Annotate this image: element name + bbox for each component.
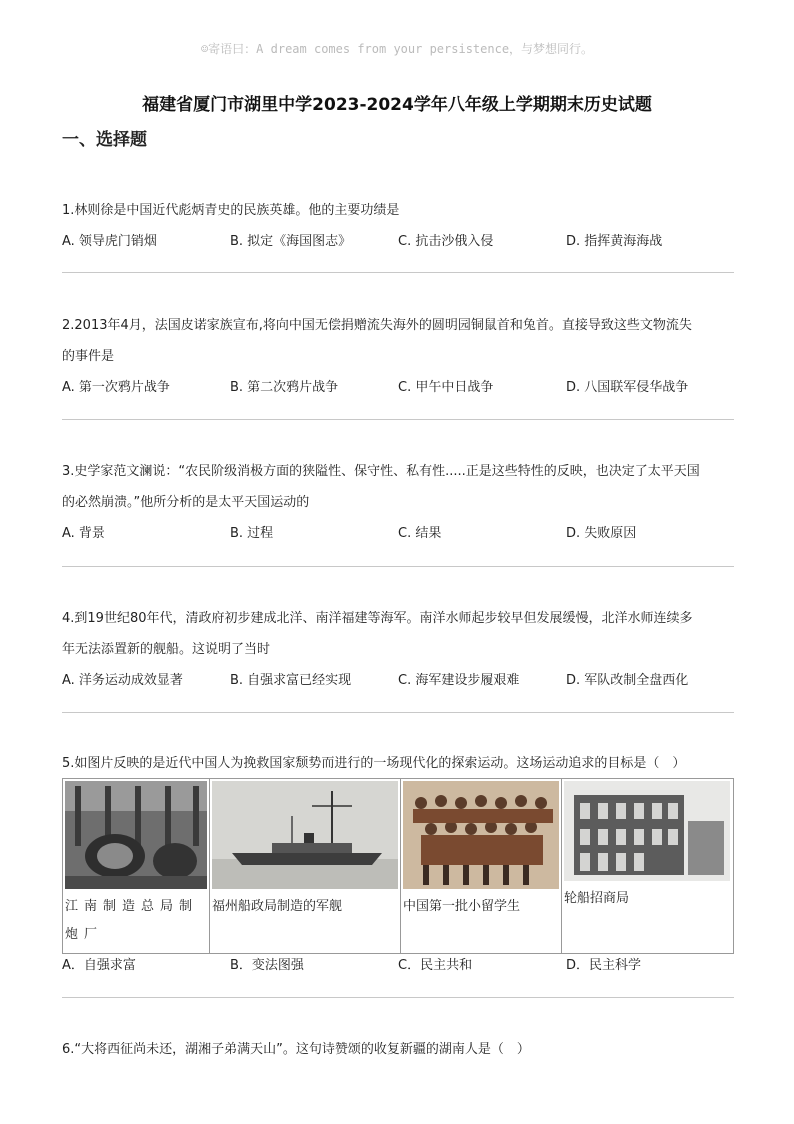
divider xyxy=(62,419,734,420)
option-a: A. 第一次鸦片战争 xyxy=(62,380,170,395)
option-b: B．变法图强 xyxy=(230,958,304,973)
divider xyxy=(62,272,734,273)
divider xyxy=(62,997,734,998)
question-text: 4.到19世纪80年代，清政府初步建成北洋、南洋福建等海军。南洋水师起步较早但发展缓慢，北洋水师连续多 xyxy=(62,611,693,626)
question-text: 年无法添置新的舰船。这说明了当时 xyxy=(62,642,271,657)
option-d: D. 失败原因 xyxy=(566,526,637,541)
option-c: C．民主共和 xyxy=(398,958,473,973)
question-4 xyxy=(62,603,734,696)
option-b: B. 第二次鸦片战争 xyxy=(230,380,339,395)
option-d: D. 军队改制全盘西化 xyxy=(566,673,689,688)
options xyxy=(62,950,734,981)
question-3 xyxy=(62,456,734,549)
page-title: 福建省厦门市湖里中学2023-2024学年八年级上学期期末历史试题 xyxy=(142,95,652,115)
question-text: 3.史学家范文澜说：“农民阶级消极方面的狭隘性、保守性、私有性.....正是这些特性的反映，也决定了太平天国 xyxy=(62,464,700,479)
section-heading: 一、选择题 xyxy=(62,130,147,150)
option-d: D．民主科学 xyxy=(566,958,642,973)
options xyxy=(62,372,734,403)
option-b: B. 拟定《海国图志》 xyxy=(230,234,352,249)
image-caption: 中国第一批小留学生 xyxy=(403,899,521,914)
option-b: B. 过程 xyxy=(230,526,274,541)
question-text: 5.如图片反映的是近代中国人为挽救国家颓势而进行的一场现代化的探索运动。这场运动追求的目标是（ ） xyxy=(62,756,686,771)
divider xyxy=(62,712,734,713)
warship-photo xyxy=(212,781,398,889)
divider xyxy=(62,566,734,567)
option-a: A. 洋务运动成效显著 xyxy=(62,673,183,688)
image-caption: 江南制造总局制炮厂 xyxy=(65,899,199,942)
question-5 xyxy=(62,748,734,779)
option-c: C. 结果 xyxy=(398,526,442,541)
question-text: 1.林则徐是中国近代彪炳青史的民族英雄。他的主要功绩是 xyxy=(62,203,400,218)
image-cell xyxy=(562,779,734,954)
option-c: C. 抗击沙俄入侵 xyxy=(398,234,494,249)
question-5-options xyxy=(62,950,734,981)
image-caption: 福州船政局制造的军舰 xyxy=(212,899,343,914)
factory-photo xyxy=(65,781,207,889)
motto: ☺寄语曰：A dream comes from your persistence，与梦想同行。 xyxy=(200,42,594,56)
students-photo xyxy=(403,781,559,889)
option-d: D. 八国联军侵华战争 xyxy=(566,380,689,395)
question-text: 2.2013年4月，法国皮诺家族宣布,将向中国无偿捐赠流失海外的圆明园铜鼠首和兔首。直接导致这些文物流失 xyxy=(62,318,692,333)
question-text: 6.“大将西征尚未还，湖湘子弟满天山”。这句诗赞颂的收复新疆的湖南人是（ ） xyxy=(62,1042,530,1057)
question-1 xyxy=(62,195,734,257)
question-text: 的必然崩溃。”他所分析的是太平天国运动的 xyxy=(62,495,310,510)
image-caption: 轮船招商局 xyxy=(564,891,630,906)
image-table xyxy=(62,778,734,954)
option-c: C. 甲午中日战争 xyxy=(398,380,494,395)
option-a: A. 背景 xyxy=(62,526,105,541)
image-cell xyxy=(401,779,562,954)
image-cell xyxy=(210,779,401,954)
option-b: B. 自强求富已经实现 xyxy=(230,673,352,688)
options xyxy=(62,665,734,696)
question-text: 的事件是 xyxy=(62,349,115,364)
image-cell xyxy=(63,779,210,954)
options xyxy=(62,518,734,549)
question-2 xyxy=(62,310,734,403)
question-6 xyxy=(62,1034,734,1065)
option-d: D. 指挥黄海海战 xyxy=(566,234,663,249)
options xyxy=(62,226,734,257)
option-a: A. 领导虎门销烟 xyxy=(62,234,157,249)
building-photo xyxy=(564,781,731,881)
option-c: C. 海军建设步履艰难 xyxy=(398,673,520,688)
option-a: A．自强求富 xyxy=(62,958,136,973)
